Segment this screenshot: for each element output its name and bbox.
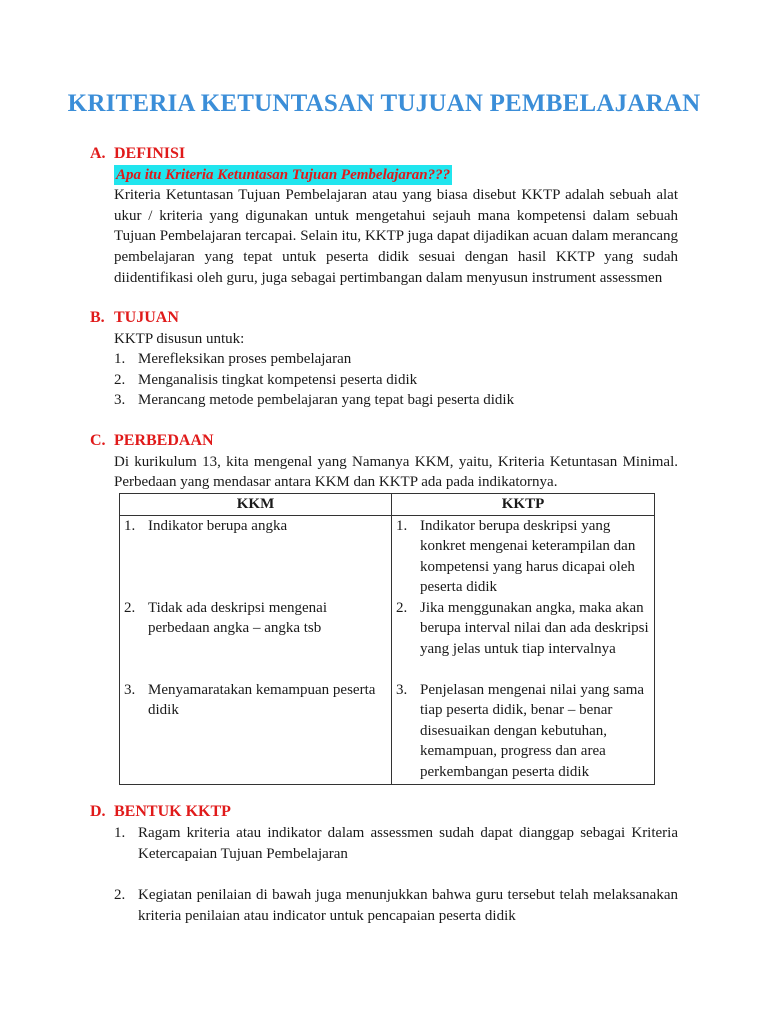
list-text: Tidak ada deskripsi mengenai perbedaan angka – angka tsb — [148, 599, 327, 637]
kkm-cell — [120, 515, 392, 784]
list-number: 2. — [114, 887, 126, 903]
definition-paragraph: Kriteria Ketuntasan Tujuan Pembelajaran atau yang biasa disebut KKTP adalah sebuah alat ukur / kriteria yang digunakan untuk mengetahui sejauh mana kompetensi dalam sebuah Tujuan Pembelajaran tercapai. Selain itu, KKTP juga dapat dijadikan acuan dalam merancang pembelajaran yang tepat untuk peserta didik sesuai dengan hasil KKTP yang sudah — [114, 187, 678, 265]
section-c-heading — [90, 432, 214, 450]
list-text: Merancang metode pembelajaran yang tepat bagi peserta didik — [138, 392, 515, 409]
list-item — [124, 598, 387, 680]
section-b-intro: KKTP disusun untuk: — [114, 331, 245, 347]
definition-last-line: diidentifikasi oleh guru, juga sebagai pertimbangan dalam menyusun instrument assessmen — [114, 270, 663, 286]
list-item — [114, 885, 678, 926]
perbedaan-paragraph: Di kurikulum 13, kita mengenal yang Namanya KKM, yaitu, Kriteria Ketuntasan Minimal. — [114, 454, 678, 470]
table-row — [120, 515, 655, 784]
perbedaan-paragraph-2: Perbedaan yang mendasar antara KKM dan KKTP ada pada indikatornya. — [114, 474, 558, 490]
list-item — [124, 516, 387, 598]
list-item — [124, 680, 387, 721]
section-b-letter: B. — [90, 309, 105, 326]
list-text: Penjelasan mengenai nilai yang sama tiap peserta didik, benar – benar disesuaikan dengan kebutuhan, kemampuan, progress dan area perkembangan peserta didik — [420, 681, 645, 780]
section-b-title: TUJUAN — [114, 309, 179, 326]
list-number: 2. — [114, 371, 126, 388]
table-header-row — [120, 494, 655, 516]
section-a-body — [114, 165, 678, 186]
list-item — [114, 823, 678, 885]
section-d-title: BENTUK KKTP — [114, 803, 231, 820]
list-item — [396, 680, 650, 783]
list-item — [396, 598, 650, 680]
list-number: 1. — [114, 825, 126, 841]
comparison-table — [119, 493, 655, 785]
section-d-letter: D. — [90, 803, 106, 820]
list-number: 1. — [396, 517, 408, 534]
list-text: Indikator berupa angka — [148, 517, 288, 534]
list-number: 1. — [124, 517, 136, 534]
list-text: Jika menggunakan angka, maka akan berupa interval nilai dan ada deskripsi yang jelas untuk tiap intervalnya — [420, 599, 649, 657]
kktp-cell — [392, 515, 655, 784]
list-number: 3. — [114, 392, 126, 409]
section-c-letter: C. — [90, 432, 106, 449]
header-kktp: KKTP — [392, 494, 655, 516]
list-number: 3. — [124, 681, 136, 698]
list-text: Kegiatan penilaian di bawah juga menunjukkan bahwa guru tersebut telah melaksanakan kriteria penilaian atau indicator untuk pencapaian peserta didik — [138, 887, 678, 924]
list-item — [114, 390, 678, 411]
header-kkm: KKM — [120, 494, 392, 516]
list-item — [396, 516, 650, 598]
bentuk-list — [114, 823, 678, 926]
definition-question: Apa itu Kriteria Ketuntasan Tujuan Pembelajaran??? — [116, 167, 451, 183]
tujuan-list — [114, 349, 678, 411]
list-text: Ragam kriteria atau indikator dalam assessmen sudah dapat dianggap sebagai Kriteria Ketercapaian Tujuan Pembelajaran — [138, 825, 678, 862]
list-number: 2. — [124, 599, 136, 616]
section-a-title: DEFINISI — [114, 145, 186, 162]
list-number: 3. — [396, 681, 408, 698]
document-title: KRITERIA KETUNTASAN TUJUAN PEMBELAJARAN — [67, 90, 701, 117]
section-a-letter: A. — [90, 145, 106, 162]
list-text: Indikator berupa deskripsi yang konkret mengenai keterampilan dan kompetensi yang harus dicapai oleh peserta didik — [420, 517, 636, 596]
list-text: Menganalisis tingkat kompetensi peserta didik — [138, 371, 418, 388]
list-item — [114, 349, 678, 370]
section-c-title: PERBEDAAN — [114, 432, 214, 449]
list-item — [114, 370, 678, 391]
section-d-heading — [90, 803, 231, 821]
list-number: 1. — [114, 351, 126, 367]
section-b-heading — [90, 309, 179, 327]
list-text: Menyamaratakan kemampuan peserta didik — [148, 681, 376, 719]
list-number: 2. — [396, 599, 408, 616]
section-a-heading — [90, 145, 185, 163]
list-text: Merefleksikan proses pembelajaran — [138, 351, 352, 367]
